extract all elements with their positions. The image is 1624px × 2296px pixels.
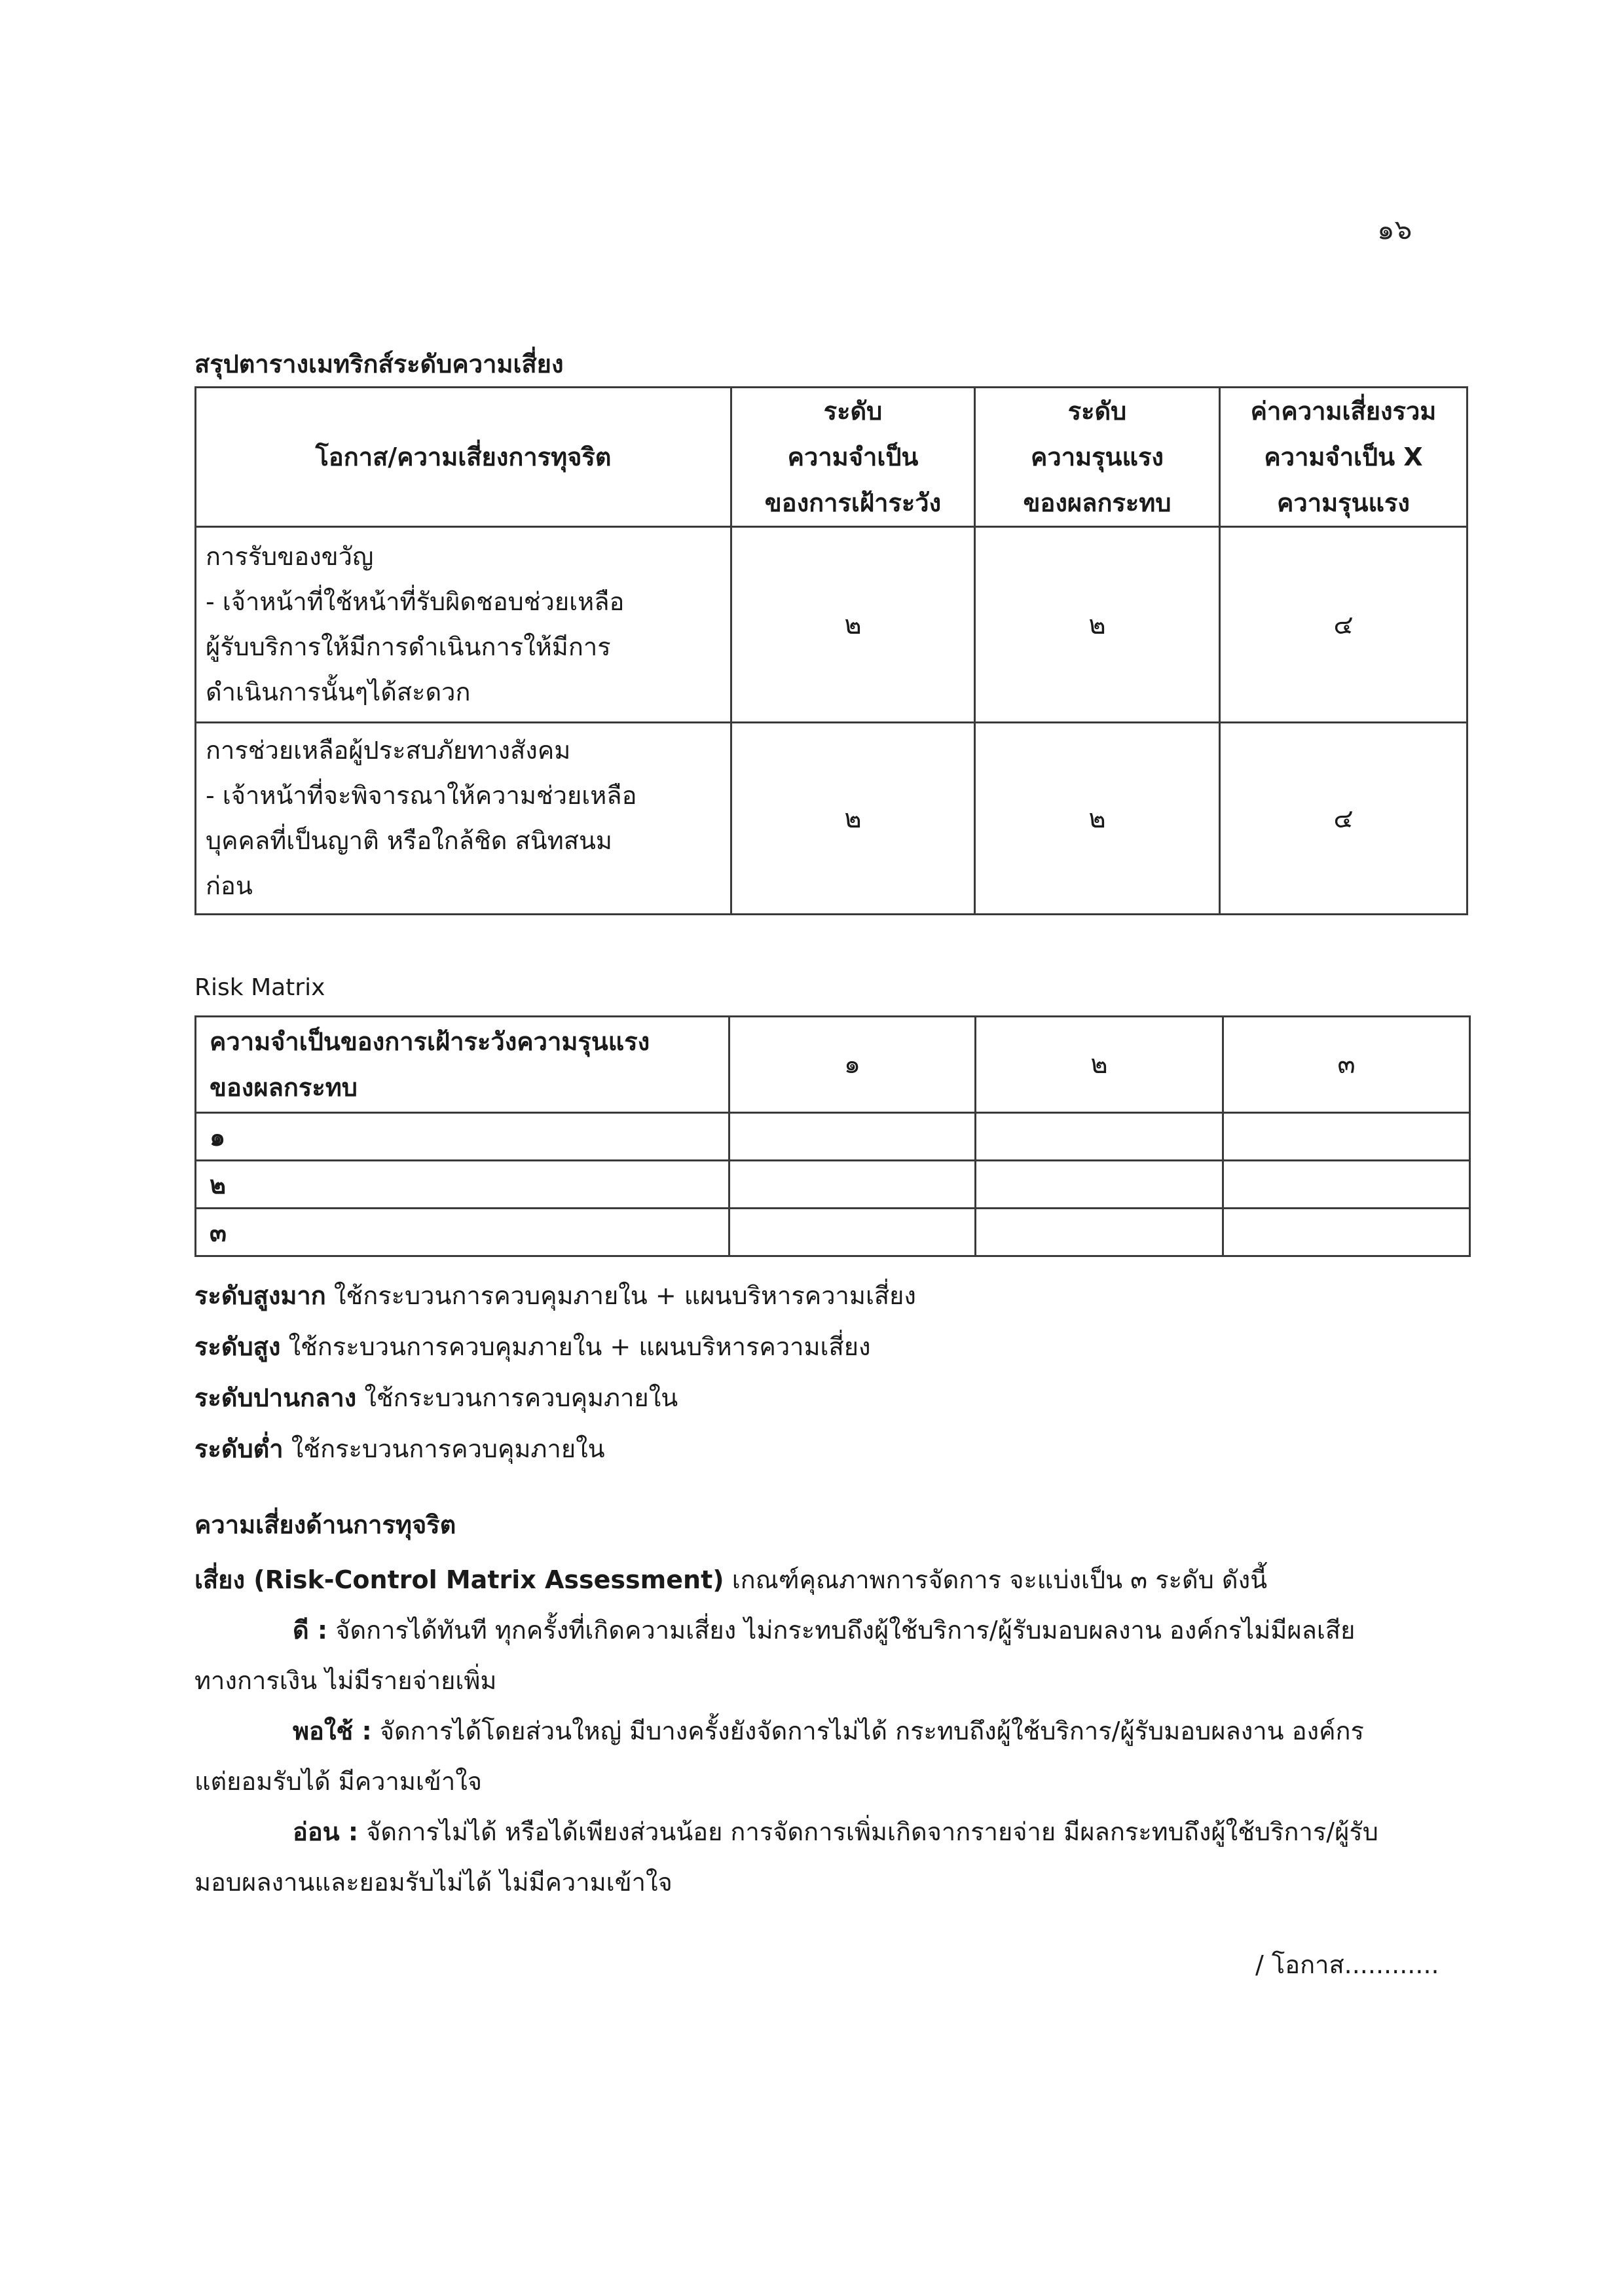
table-row	[196, 723, 1467, 915]
weak-text: จัดการไม่ได้ หรือได้เพียงส่วนน้อย การจัดการเพิ่มเกิดจากรายจ่าย มีผลกระทบถึงผู้ใช้บริการ/ผู้รับ	[358, 1817, 1378, 1846]
risk-level-legend	[194, 1270, 916, 1474]
table-row	[196, 1161, 1470, 1209]
risk-description-cell	[196, 723, 731, 915]
risk-line: การรับของขวัญ	[206, 542, 374, 571]
header-severity-line: ความรุนแรง	[1031, 443, 1164, 471]
matrix-header-row	[196, 1017, 1470, 1113]
summary-table-title: สรุปตารางเมทริกส์ระดับความเสี่ยง	[194, 350, 564, 378]
total-risk-value: ๔	[1220, 723, 1467, 915]
matrix-header-label	[196, 1017, 729, 1113]
table-row	[196, 1113, 1470, 1161]
assessment-intro	[194, 1555, 1439, 1605]
assessment-intro-bold: เสี่ยง (Risk-Control Matrix Assessment)	[194, 1565, 724, 1594]
header-necessity-line: ความจำเป็น	[787, 443, 919, 471]
risk-line: การช่วยเหลือผู้ประสบภัยทางสังคม	[206, 736, 571, 765]
necessity-value: ๒	[731, 723, 975, 915]
header-necessity-line: ของการเฝ้าระวัง	[764, 488, 942, 517]
matrix-cell	[976, 1113, 1223, 1161]
matrix-column-header: ๒	[976, 1017, 1223, 1113]
severity-value: ๒	[975, 723, 1220, 915]
matrix-cell	[729, 1209, 976, 1256]
matrix-cell	[1223, 1209, 1470, 1256]
weak-label: อ่อน :	[293, 1817, 359, 1846]
matrix-row-header: ๒	[196, 1161, 729, 1209]
weak-level-continuation: มอบผลงานและยอมรับไม่ได้ ไม่มีความเข้าใจ	[194, 1868, 673, 1897]
good-level-line	[194, 1605, 1439, 1656]
severity-value: ๒	[975, 527, 1220, 723]
good-label: ดี :	[293, 1616, 328, 1645]
fair-level-continuation: แต่ยอมรับได้ มีความเข้าใจ	[194, 1767, 483, 1796]
header-necessity	[731, 388, 975, 527]
good-level-continuation: ทางการเงิน ไม่มีรายจ่ายเพิ่ม	[194, 1666, 497, 1695]
page-number: ๑๖	[1377, 213, 1412, 246]
good-text: จัดการได้ทันที ทุกครั้งที่เกิดความเสี่ยง ไม่กระทบถึงผู้ใช้บริการ/ผู้รับมอบผลงาน องค์กรไม่มีผลเสีย	[327, 1616, 1356, 1645]
risk-line: - เจ้าหน้าที่จะพิจารณาให้ความช่วยเหลือ	[206, 781, 637, 810]
level-text: ใช้กระบวนการควบคุมภายใน	[356, 1383, 678, 1412]
level-label: ระดับสูง	[194, 1332, 281, 1361]
level-text: ใช้กระบวนการควบคุมภายใน + แผนบริหารความเสี่ยง	[325, 1281, 916, 1310]
table-row	[196, 527, 1467, 723]
fair-text: จัดการได้โดยส่วนใหญ่ มีบางครั้งยังจัดการไม่ได้ กระทบถึงผู้ใช้บริการ/ผู้รับมอบผลงาน องค์กร	[371, 1717, 1364, 1745]
header-risk-opportunity: โอกาส/ความเสี่ยงการทุจริต	[196, 388, 731, 527]
matrix-column-header: ๓	[1223, 1017, 1470, 1113]
risk-matrix-title: Risk Matrix	[194, 974, 325, 1001]
level-label: ระดับสูงมาก	[194, 1281, 326, 1310]
header-total-line: ความจำเป็น X	[1264, 443, 1423, 471]
fair-label: พอใช้ :	[293, 1717, 372, 1745]
assessment-intro-text: เกณฑ์คุณภาพการจัดการ จะแบ่งเป็น ๓ ระดับ ดังนี้	[724, 1565, 1268, 1594]
header-total-risk	[1220, 388, 1467, 527]
fair-level-line	[194, 1706, 1439, 1757]
risk-description-cell	[196, 527, 731, 723]
matrix-cell	[729, 1161, 976, 1209]
level-line	[194, 1321, 916, 1372]
total-risk-value: ๔	[1220, 527, 1467, 723]
header-total-line: ค่าความเสี่ยงรวม	[1250, 397, 1437, 426]
matrix-column-header: ๑	[729, 1017, 976, 1113]
continued-next-page-note: / โอกาส............	[1255, 1950, 1439, 1979]
level-line	[194, 1372, 916, 1423]
weak-level-line	[194, 1807, 1439, 1857]
header-necessity-line: ระดับ	[823, 397, 883, 426]
matrix-cell	[1223, 1161, 1470, 1209]
level-line	[194, 1423, 916, 1474]
level-line	[194, 1270, 916, 1321]
matrix-cell	[976, 1209, 1223, 1256]
matrix-row-header: ๑	[196, 1113, 729, 1161]
necessity-value: ๒	[731, 527, 975, 723]
matrix-header-line: ของผลกระทบ	[210, 1073, 358, 1102]
header-total-line: ความรุนแรง	[1277, 488, 1410, 517]
header-severity	[975, 388, 1220, 527]
assessment-body	[194, 1555, 1439, 1908]
risk-line: ดำเนินการนั้นๆได้สะดวก	[206, 678, 471, 706]
risk-line: บุคคลที่เป็นญาติ หรือใกล้ชิด สนิทสนม	[206, 826, 612, 855]
risk-matrix-table	[194, 1015, 1471, 1257]
summary-risk-table	[194, 386, 1468, 915]
matrix-cell	[976, 1161, 1223, 1209]
level-label: ระดับปานกลาง	[194, 1383, 357, 1412]
level-label: ระดับต่ำ	[194, 1434, 284, 1463]
matrix-row-header: ๓	[196, 1209, 729, 1256]
risk-line: ก่อน	[206, 871, 253, 900]
risk-line: ผู้รับบริการให้มีการดำเนินการให้มีการ	[206, 632, 611, 661]
matrix-header-line: ความจำเป็นของการเฝ้าระวังความรุนแรง	[210, 1027, 650, 1056]
matrix-cell	[729, 1113, 976, 1161]
risk-line: - เจ้าหน้าที่ใช้หน้าที่รับผิดชอบช่วยเหลือ	[206, 587, 625, 616]
header-severity-line: ของผลกระทบ	[1023, 488, 1172, 517]
level-text: ใช้กระบวนการควบคุมภายใน + แผนบริหารความเสี่ยง	[280, 1332, 871, 1361]
level-text: ใช้กระบวนการควบคุมภายใน	[283, 1434, 605, 1463]
table-row	[196, 1209, 1470, 1256]
assessment-section-title: ความเสี่ยงด้านการทุจริต	[194, 1510, 456, 1539]
matrix-cell	[1223, 1113, 1470, 1161]
summary-header-row	[196, 388, 1467, 527]
header-severity-line: ระดับ	[1067, 397, 1127, 426]
